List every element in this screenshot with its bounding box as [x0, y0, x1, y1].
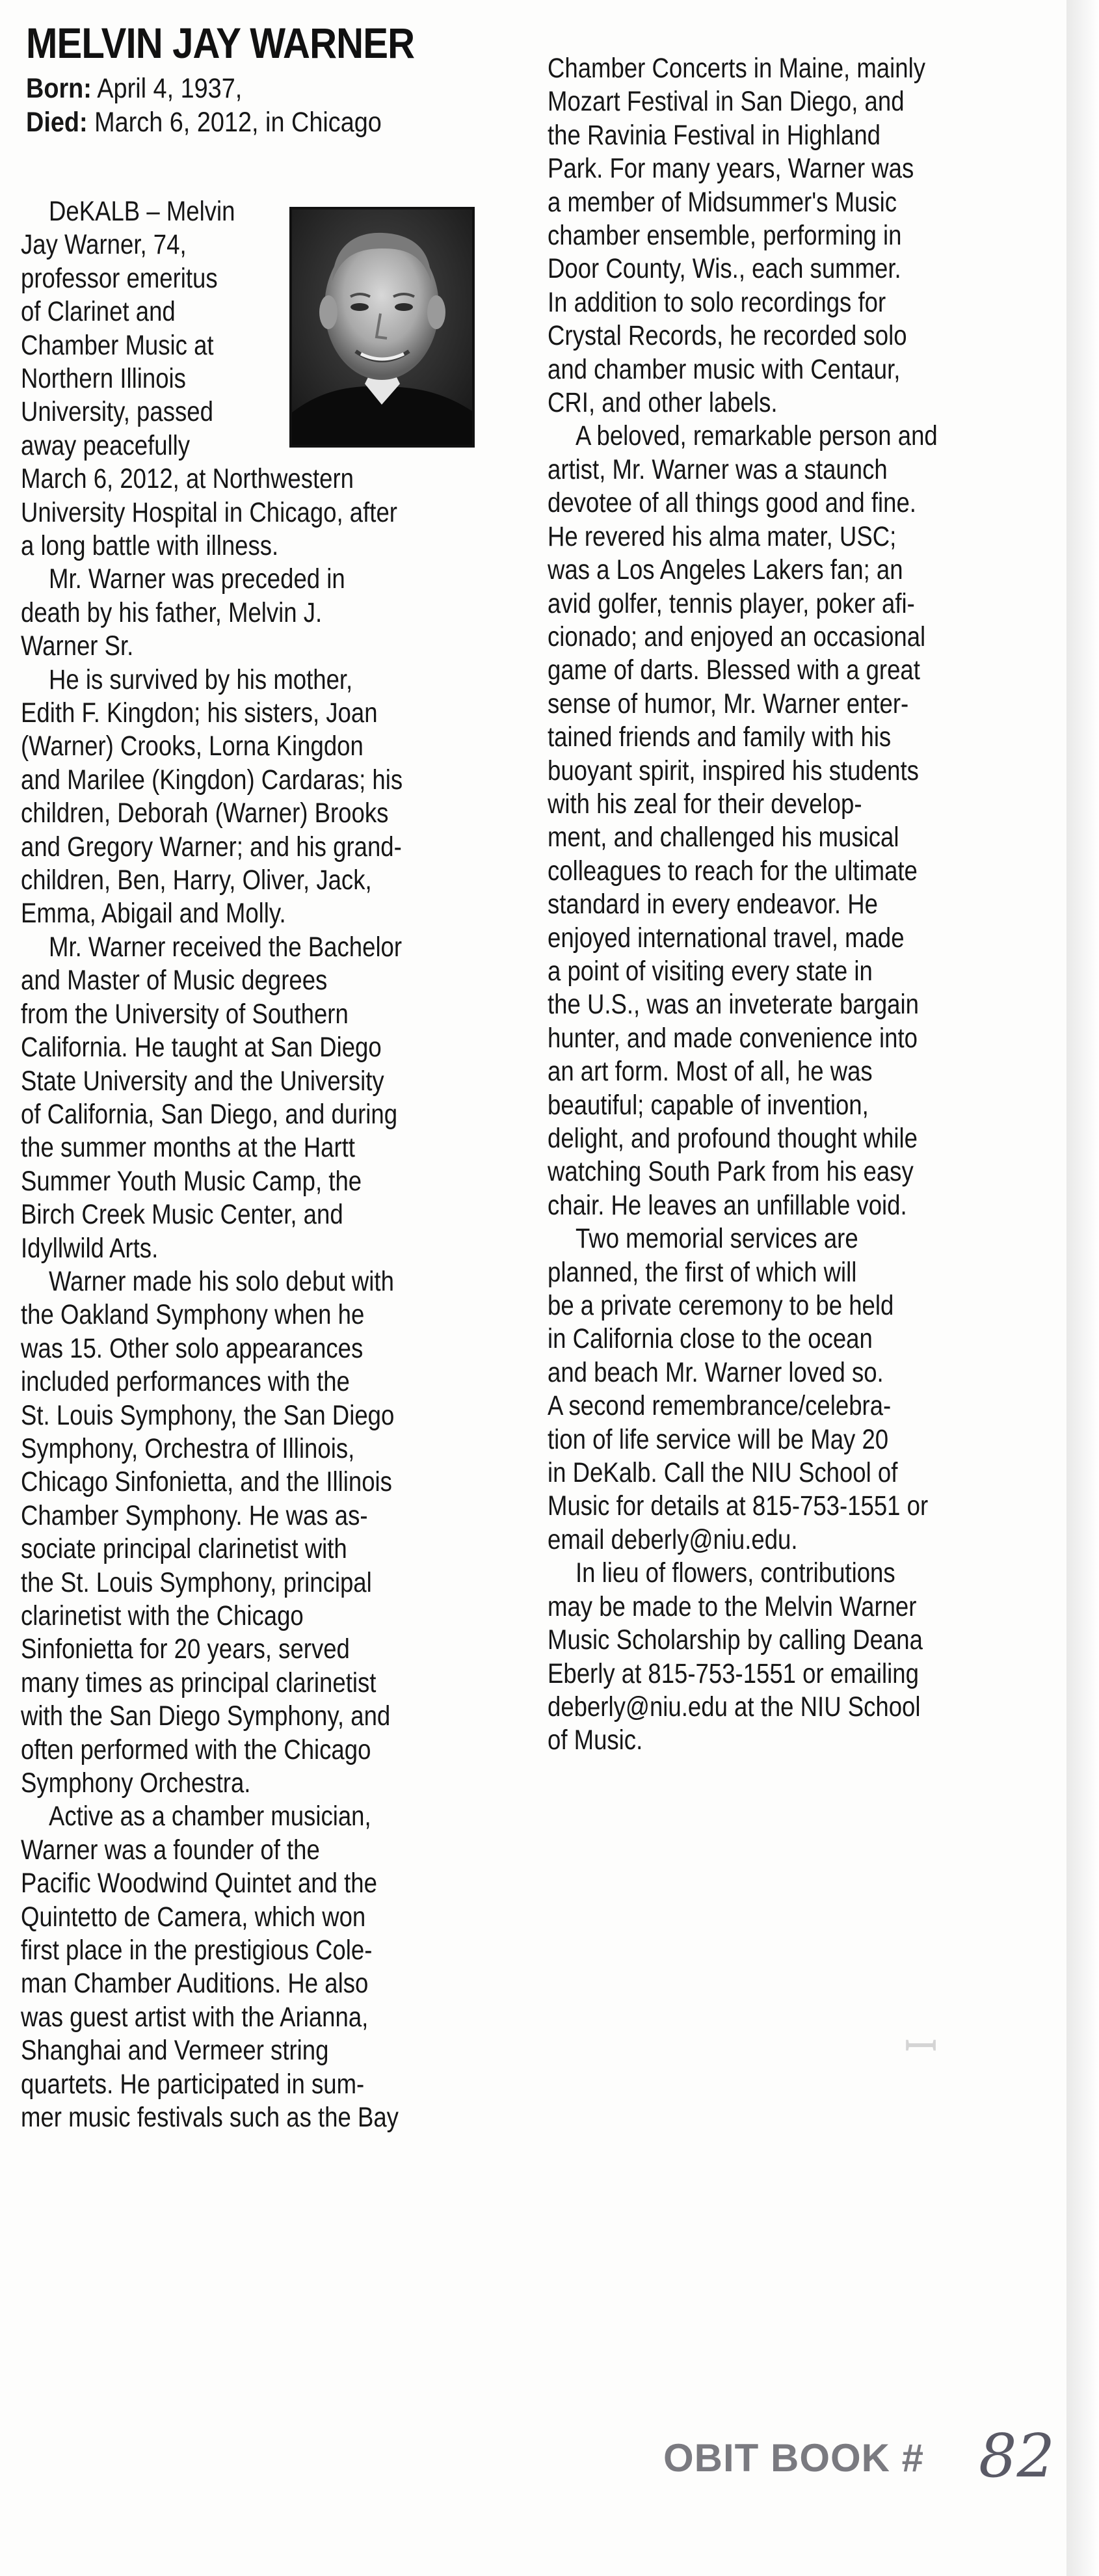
- text-line: the St. Louis Symphony, principal: [21, 1567, 372, 1598]
- text-line: Warner Sr.: [21, 631, 134, 662]
- text-line: Chicago Sinfonietta, and the Illinois: [21, 1467, 392, 1498]
- show-through-text: ꟷ: [904, 2023, 941, 2070]
- text-line: email deberly@niu.edu.: [548, 1524, 798, 1555]
- text-line: St. Louis Symphony, the San Diego: [21, 1400, 395, 1431]
- text-line: Symphony Orchestra.: [21, 1768, 251, 1799]
- text-line: Shanghai and Vermeer string: [21, 2035, 329, 2067]
- text-line: Mr. Warner was preceded in: [49, 564, 345, 595]
- text-line: artist, Mr. Warner was a staunch: [548, 454, 888, 485]
- text-line: planned, the first of which will: [548, 1257, 857, 1288]
- text-line: professor emeritus: [21, 263, 218, 294]
- text-line: A beloved, remarkable person and: [576, 421, 938, 452]
- text-line: deberly@niu.edu at the NIU School: [548, 1691, 921, 1723]
- text-line: Sinfonietta for 20 years, served: [21, 1634, 350, 1665]
- text-line: Chamber Concerts in Maine, mainly: [548, 53, 925, 84]
- text-line: DeKALB – Melvin: [49, 196, 235, 227]
- text-line: colleagues to reach for the ultimate: [548, 855, 918, 887]
- born-value: April 4, 1937,: [91, 73, 243, 104]
- text-line: sense of humor, Mr. Warner enter-: [548, 688, 909, 719]
- text-line: chamber ensemble, performing in: [548, 221, 902, 252]
- text-line: with the San Diego Symphony, and: [21, 1701, 391, 1732]
- text-line: the Ravinia Festival in Highland: [548, 120, 881, 151]
- text-line: may be made to the Melvin Warner: [548, 1591, 917, 1622]
- text-line: mer music festivals such as the Bay: [21, 2102, 399, 2134]
- obit-book-number: 82: [979, 2421, 1055, 2491]
- text-line: the U.S., was an inveterate bargain: [548, 989, 919, 1021]
- text-line: He is survived by his mother,: [49, 664, 353, 695]
- text-line: California. He taught at San Diego: [21, 1032, 382, 1064]
- text-line: tained friends and family with his: [548, 722, 892, 753]
- text-line: included performances with the: [21, 1367, 350, 1398]
- text-line: of California, San Diego, and during: [21, 1099, 398, 1130]
- text-line: the Oakland Symphony when he: [21, 1300, 365, 1331]
- text-line: with his zeal for their develop-: [548, 788, 862, 820]
- text-line: buoyant spirit, inspired his students: [548, 755, 919, 786]
- text-line: children, Ben, Harry, Oliver, Jack,: [21, 865, 372, 896]
- text-line: a member of Midsummer's Music: [548, 187, 897, 218]
- text-line: a long battle with illness.: [21, 531, 279, 561]
- text-line: Northern Illinois: [21, 364, 186, 395]
- text-line: In lieu of flowers, contributions: [576, 1558, 895, 1589]
- text-line: of Clarinet and: [21, 297, 176, 328]
- text-line: in DeKalb. Call the NIU School of: [548, 1458, 898, 1489]
- text-line: and Marilee (Kingdon) Cardaras; his: [21, 764, 403, 796]
- text-line: was guest artist with the Arianna,: [21, 2002, 369, 2033]
- text-line: clarinetist with the Chicago: [21, 1601, 304, 1631]
- text-line: Chamber Symphony. He was as-: [21, 1500, 368, 1531]
- text-line: A second remembrance/celebra-: [548, 1391, 892, 1422]
- text-line: watching South Park from his easy: [548, 1157, 914, 1188]
- text-line: CRI, and other labels.: [548, 388, 778, 419]
- text-line: devotee of all things good and fine.: [548, 488, 916, 519]
- text-line: and Gregory Warner; and his grand-: [21, 831, 402, 863]
- text-line: of Music.: [548, 1725, 643, 1756]
- text-line: Door County, Wis., each summer.: [548, 254, 901, 285]
- right-column: [548, 52, 1023, 1758]
- text-line: delight, and profound thought while: [548, 1123, 918, 1154]
- text-line: game of darts. Blessed with a great: [548, 655, 920, 686]
- text-line: away peacefully: [21, 430, 191, 461]
- text-line: Music for details at 815-753-1551 or: [548, 1491, 929, 1522]
- text-line: enjoyed international travel, made: [548, 922, 905, 954]
- text-line: Warner made his solo debut with: [49, 1266, 394, 1297]
- text-line: the summer months at the Hartt: [21, 1133, 355, 1164]
- text-line: an art form. Most of all, he was: [548, 1056, 873, 1088]
- text-line: was a Los Angeles Lakers fan; an: [548, 555, 903, 586]
- text-line: Pacific Woodwind Quintet and the: [21, 1868, 377, 1899]
- text-line: Idyllwild Arts.: [21, 1233, 159, 1264]
- text-line: man Chamber Auditions. He also: [21, 1968, 369, 2000]
- text-line: Symphony, Orchestra of Illinois,: [21, 1433, 355, 1464]
- text-line: Chamber Music at: [21, 330, 214, 361]
- text-line: children, Deborah (Warner) Brooks: [21, 798, 389, 829]
- text-line: Mozart Festival in San Diego, and: [548, 87, 905, 118]
- text-line: Birch Creek Music Center, and: [21, 1200, 343, 1231]
- text-line: ment, and challenged his musical: [548, 822, 899, 853]
- text-line: He revered his alma mater, USC;: [548, 521, 897, 552]
- text-line: hunter, and made convenience into: [548, 1023, 918, 1054]
- text-line: standard in every endeavor. He: [548, 889, 878, 920]
- text-line: Edith F. Kingdon; his sisters, Joan: [21, 698, 378, 729]
- died-line: [26, 107, 461, 139]
- text-line: be a private ceremony to be held: [548, 1291, 894, 1322]
- text-line: many times as principal clarinetist: [21, 1667, 377, 1698]
- text-line: and chamber music with Centaur,: [548, 354, 901, 385]
- text-line: avid golfer, tennis player, poker afi-: [548, 588, 915, 619]
- text-line: Two memorial services are: [576, 1224, 858, 1255]
- portrait-photo: [289, 207, 475, 448]
- text-line: Crystal Records, he recorded solo: [548, 321, 907, 352]
- text-line: Active as a chamber musician,: [49, 1801, 371, 1832]
- text-line: a point of visiting every state in: [548, 956, 873, 987]
- text-line: State University and the University: [21, 1066, 384, 1097]
- text-line: Park. For many years, Warner was: [548, 154, 914, 185]
- text-line: Quintetto de Camera, which won: [21, 1901, 366, 1933]
- text-line: In addition to solo recordings for: [548, 287, 886, 318]
- text-line: Summer Youth Music Camp, the: [21, 1166, 362, 1197]
- born-label: Born:: [26, 73, 92, 104]
- text-line: cionado; and enjoyed an occasional: [548, 621, 926, 652]
- text-line: quartets. He participated in sum-: [21, 2069, 365, 2100]
- left-column: [21, 463, 434, 2134]
- text-line: and Master of Music degrees: [21, 965, 328, 997]
- text-line: from the University of Southern: [21, 999, 349, 1030]
- portrait-icon: [292, 209, 472, 445]
- died-label: Died:: [26, 107, 88, 138]
- text-line: chair. He leaves an unfillable void.: [548, 1190, 907, 1221]
- text-line: tion of life service will be May 20: [548, 1424, 889, 1455]
- text-line: first place in the prestigious Cole-: [21, 1935, 373, 1966]
- text-line: Jay Warner, 74,: [21, 230, 187, 261]
- text-line: Warner was a founder of the: [21, 1834, 320, 1866]
- died-value: March 6, 2012, in Chicago: [87, 107, 382, 138]
- text-line: Music Scholarship by calling Deana: [548, 1625, 923, 1656]
- text-line: (Warner) Crooks, Lorna Kingdon: [21, 731, 364, 762]
- left-column-lead: [21, 195, 267, 463]
- obituary-name: MELVIN JAY WARNER: [26, 19, 415, 67]
- text-line: often performed with the Chicago: [21, 1734, 371, 1765]
- text-line: Emma, Abigail and Molly.: [21, 898, 286, 930]
- text-line: University Hospital in Chicago, after: [21, 497, 397, 528]
- text-line: in California close to the ocean: [548, 1324, 873, 1355]
- text-line: sociate principal clarinetist with: [21, 1534, 347, 1565]
- text-line: and beach Mr. Warner loved so.: [548, 1357, 884, 1388]
- text-line: March 6, 2012, at Northwestern: [21, 464, 354, 495]
- text-line: University, passed: [21, 397, 213, 428]
- text-line: Eberly at 815-753-1551 or emailing: [548, 1658, 919, 1689]
- text-line: death by his father, Melvin J.: [21, 597, 323, 628]
- obit-book-stamp: OBIT BOOK #: [663, 2436, 925, 2480]
- text-line: beautiful; capable of invention,: [548, 1090, 869, 1121]
- scan-edge-shadow: [1066, 0, 1099, 2576]
- text-line: was 15. Other solo appearances: [21, 1333, 364, 1364]
- text-line: Mr. Warner received the Bachelor: [49, 932, 403, 963]
- born-line: [26, 73, 461, 105]
